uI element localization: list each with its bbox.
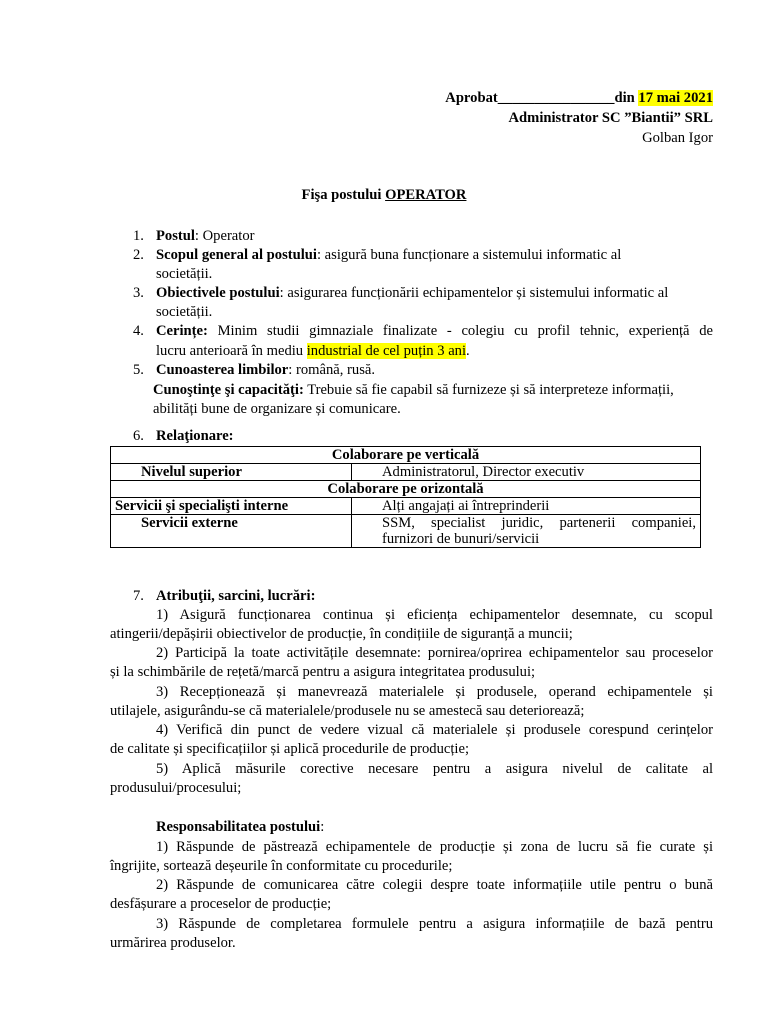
item-number: 3. bbox=[133, 285, 144, 301]
document-title bbox=[0, 186, 768, 204]
item-number: 7. bbox=[133, 588, 144, 604]
duty-4-continued: de calitate și specificațiilor și aplică procedurile de producție; bbox=[110, 741, 470, 757]
item-obiectivele-continued: societății. bbox=[156, 304, 213, 320]
item-number: 4. bbox=[133, 323, 144, 339]
administrator-name: Golban Igor bbox=[642, 130, 713, 146]
responsibility-3-continued: urmărirea produselor. bbox=[110, 935, 236, 951]
item-obiectivele: Obiectivele postului: asigurarea funcționării echipamentelor și sistemului informatic al bbox=[156, 285, 669, 301]
duty-3: 3) Recepționează și manevrează materialele și produsele, operand echipamentele și bbox=[156, 684, 713, 700]
duty-2: 2) Participă la toate activitățile desemnate: pornirea/oprirea echipamentelor sau proceselor bbox=[156, 645, 713, 661]
vertical-header: Colaborare pe verticală bbox=[111, 447, 701, 464]
responsibility-1: 1) Răspunde de păstrează echipamentele de producție și zona de lucru să fie curate și bbox=[156, 839, 713, 855]
knowledge-line: Cunoştinţe şi capacităţi: Trebuie să fie capabil să furnizeze și să interpreteze informații, bbox=[153, 382, 674, 398]
responsibility-2: 2) Răspunde de comunicarea către colegii despre toate informațiile utile pentru o bună bbox=[156, 877, 713, 893]
row-value: Alți angajați ai întreprinderii bbox=[352, 498, 701, 515]
duty-1-continued: atingerii/depășirii obiectivelor de producție, în condițiile de siguranță a muncii; bbox=[110, 626, 573, 642]
item-postul: Postul: Operator bbox=[156, 228, 255, 244]
duty-5-continued: produsului/procesului; bbox=[110, 780, 242, 796]
item-limbi: Cunoasterea limbilor: română, rusă. bbox=[156, 362, 376, 378]
item-cerinte: Cerințe: Minim studii gimnaziale finalizate - colegiu cu profil tehnic, experiență de bbox=[156, 323, 713, 339]
item-number: 1. bbox=[133, 228, 144, 244]
item-relationare: Relaţionare: bbox=[156, 428, 234, 444]
approved-label: Aprobat________________din bbox=[445, 90, 639, 106]
duties-heading: Atribuţii, sarcini, lucrări: bbox=[156, 588, 316, 604]
duty-1: 1) Asigură funcționarea continua și eficiența echipamentelor desemnate, cu scopul bbox=[156, 607, 713, 623]
table-row bbox=[111, 464, 701, 481]
duty-2-continued: și la schimbările de rețetă/marcă pentru a asigura integritatea produsului; bbox=[110, 664, 536, 680]
item-number: 6. bbox=[133, 428, 144, 444]
row-label: Servicii externe bbox=[111, 515, 352, 548]
highlight-experience: industrial de cel puțin 3 ani bbox=[306, 343, 467, 359]
duty-5: 5) Aplică măsurile corective necesare pentru a asigura nivelul de calitate al bbox=[156, 761, 713, 777]
approval-date: 17 mai 2021 bbox=[638, 90, 713, 106]
responsibility-2-continued: desfășurare a proceselor de producție; bbox=[110, 896, 332, 912]
responsibility-heading: Responsabilitatea postului: bbox=[156, 819, 325, 835]
item-scopul: Scopul general al postului: asigură buna funcționare a sistemului informatic al bbox=[156, 247, 622, 263]
responsibility-1-continued: îngrijite, sortează deșeurile în conformitate cu procedurile; bbox=[110, 858, 453, 874]
relations-table bbox=[110, 446, 701, 548]
row-label: Nivelul superior bbox=[111, 464, 352, 481]
table-row bbox=[111, 447, 701, 464]
table-row bbox=[111, 498, 701, 515]
table-row bbox=[111, 481, 701, 498]
item-cerinte-continued: lucru anterioară în mediu industrial de cel puțin 3 ani. bbox=[156, 343, 470, 359]
duty-3-continued: utilajele, asigurându-se că materialele/produsele nu se amestecă sau deteriorează; bbox=[110, 703, 585, 719]
title-role: OPERATOR bbox=[385, 187, 467, 203]
item-scopul-continued: societății. bbox=[156, 266, 213, 282]
row-label: Servicii şi specialişti interne bbox=[111, 498, 352, 515]
table-row bbox=[111, 515, 701, 548]
horizontal-header: Colaborare pe orizontală bbox=[111, 481, 701, 498]
row-value: Administratorul, Director executiv bbox=[352, 464, 701, 481]
item-number: 2. bbox=[133, 247, 144, 263]
knowledge-line-continued: abilități bune de organizare și comunicare. bbox=[153, 401, 401, 417]
responsibility-3: 3) Răspunde de completarea formulele pentru a asigura informațiile de bază pentru bbox=[156, 916, 713, 932]
duty-4: 4) Verifică din punct de vedere vizual că materialele și produsele corespund cerințelor bbox=[156, 722, 713, 738]
title-prefix: Fişa postului bbox=[301, 187, 386, 203]
administrator-line: Administrator SC ”Biantii” SRL bbox=[508, 110, 713, 126]
row-value: SSM, specialist juridic, partenerii companiei, furnizori de bunuri/servicii bbox=[352, 515, 701, 548]
approval-line bbox=[445, 89, 713, 107]
item-number: 5. bbox=[133, 362, 144, 378]
